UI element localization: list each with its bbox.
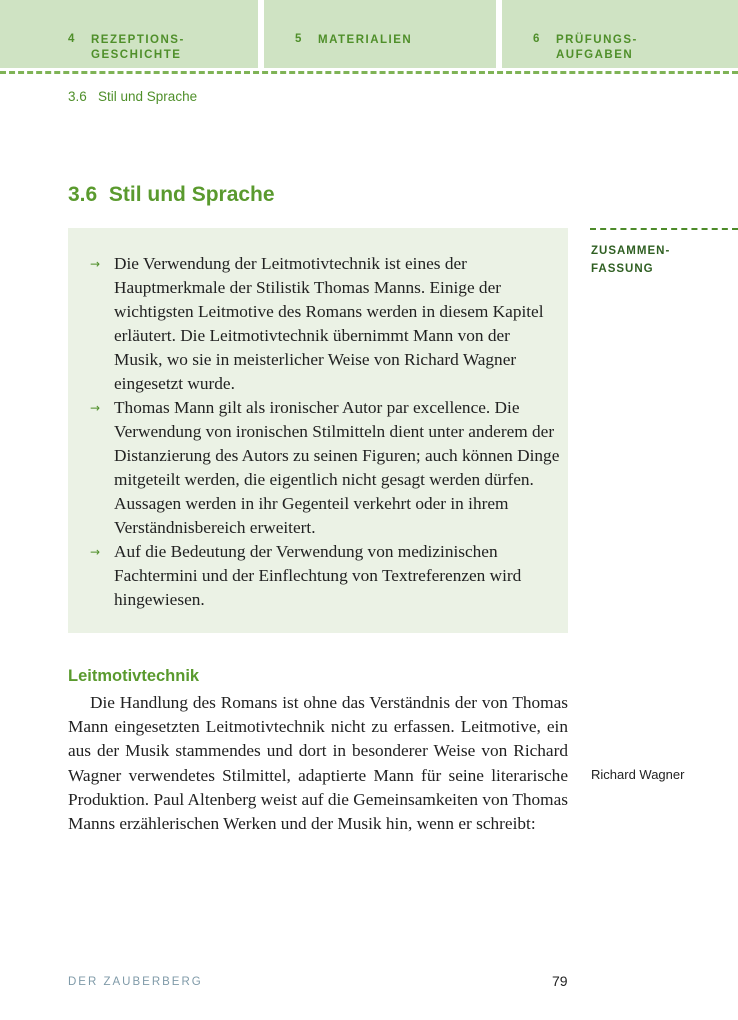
list-item: → Thomas Mann gilt als ironischer Autor par excellence. Die Verwendung von ironischen Stilmitteln dient unter anderem der Distanzierung des Autors zu seinen Figuren; auch können Dinge mitgeteilt werden, die eigentlich nicht gesagt werden dürfen. Aussagen werden in ihr Gegenteil verkehrt oder in ihrem Verständnisbereich erweitert. bbox=[90, 398, 560, 537]
summary-list bbox=[68, 252, 568, 612]
arrow-right-icon: → bbox=[90, 545, 101, 559]
section-title bbox=[68, 183, 275, 207]
arrow-right-icon: → bbox=[90, 401, 101, 415]
margin-note: Richard Wagner bbox=[591, 767, 685, 782]
tab-label: PRÜFUNGS- AUFGABEN bbox=[556, 34, 638, 61]
summary-label: ZUSAMMEN- FASSUNG bbox=[591, 245, 671, 275]
section-heading: Stil und Sprache bbox=[108, 183, 275, 206]
tab-pruefungsaufgaben[interactable] bbox=[502, 0, 738, 68]
tab-number: 6 bbox=[533, 33, 541, 45]
tab-label: MATERIALIEN bbox=[318, 34, 413, 46]
tab-rezeptionsgeschichte[interactable] bbox=[0, 0, 258, 68]
tab-materialien[interactable] bbox=[264, 0, 496, 68]
footer-book-title: DER ZAUBERBERG bbox=[68, 976, 203, 988]
page-number: 79 bbox=[552, 973, 568, 989]
running-head: 3.6 Stil und Sprache bbox=[68, 89, 198, 104]
arrow-right-icon: → bbox=[90, 257, 101, 271]
chapter-nav bbox=[0, 0, 738, 68]
tab-number: 4 bbox=[68, 33, 76, 45]
list-item: → Auf die Bedeutung der Verwendung von medizinischen Fachtermini und der Einflechtung von Textreferenzen wird hingewiesen. bbox=[90, 542, 522, 609]
list-item: → Die Verwendung der Leitmotivtechnik ist eines der Hauptmerkmale der Stilistik Thomas Manns. Einige der wichtigsten Leitmotive des Romans werden in diesem Kapitel erläutert. Die Leitmotivtechnik übernimmt Mann von der Musik, wo sie in meisterlicher Weise von Richard Wagner eingesetzt wurde. bbox=[90, 254, 544, 393]
nav-divider bbox=[0, 71, 738, 74]
section-number: 3.6 bbox=[68, 183, 98, 206]
tab-label: REZEPTIONS- GESCHICHTE bbox=[91, 34, 185, 61]
body-paragraph: Die Handlung des Romans ist ohne das Verständnis der von Thomas Mann eingesetzten Leitmotivtechnik nicht zu erfassen. Leitmotive, ein aus der Musik stammendes und dort in besonderer Weise von Richard Wagner verwendetes Stilmittel, adaptierte Mann für seine literarische Produktion. Paul Altenberg weist auf die Gemeinsamkeiten von Thomas Manns erzählerischen Werken und der Musik hin, wenn er schreibt: bbox=[68, 693, 568, 834]
tab-number: 5 bbox=[295, 33, 303, 45]
sidebar-divider bbox=[590, 228, 738, 230]
subsection-title: Leitmotivtechnik bbox=[68, 667, 200, 685]
summary-box bbox=[68, 228, 568, 633]
